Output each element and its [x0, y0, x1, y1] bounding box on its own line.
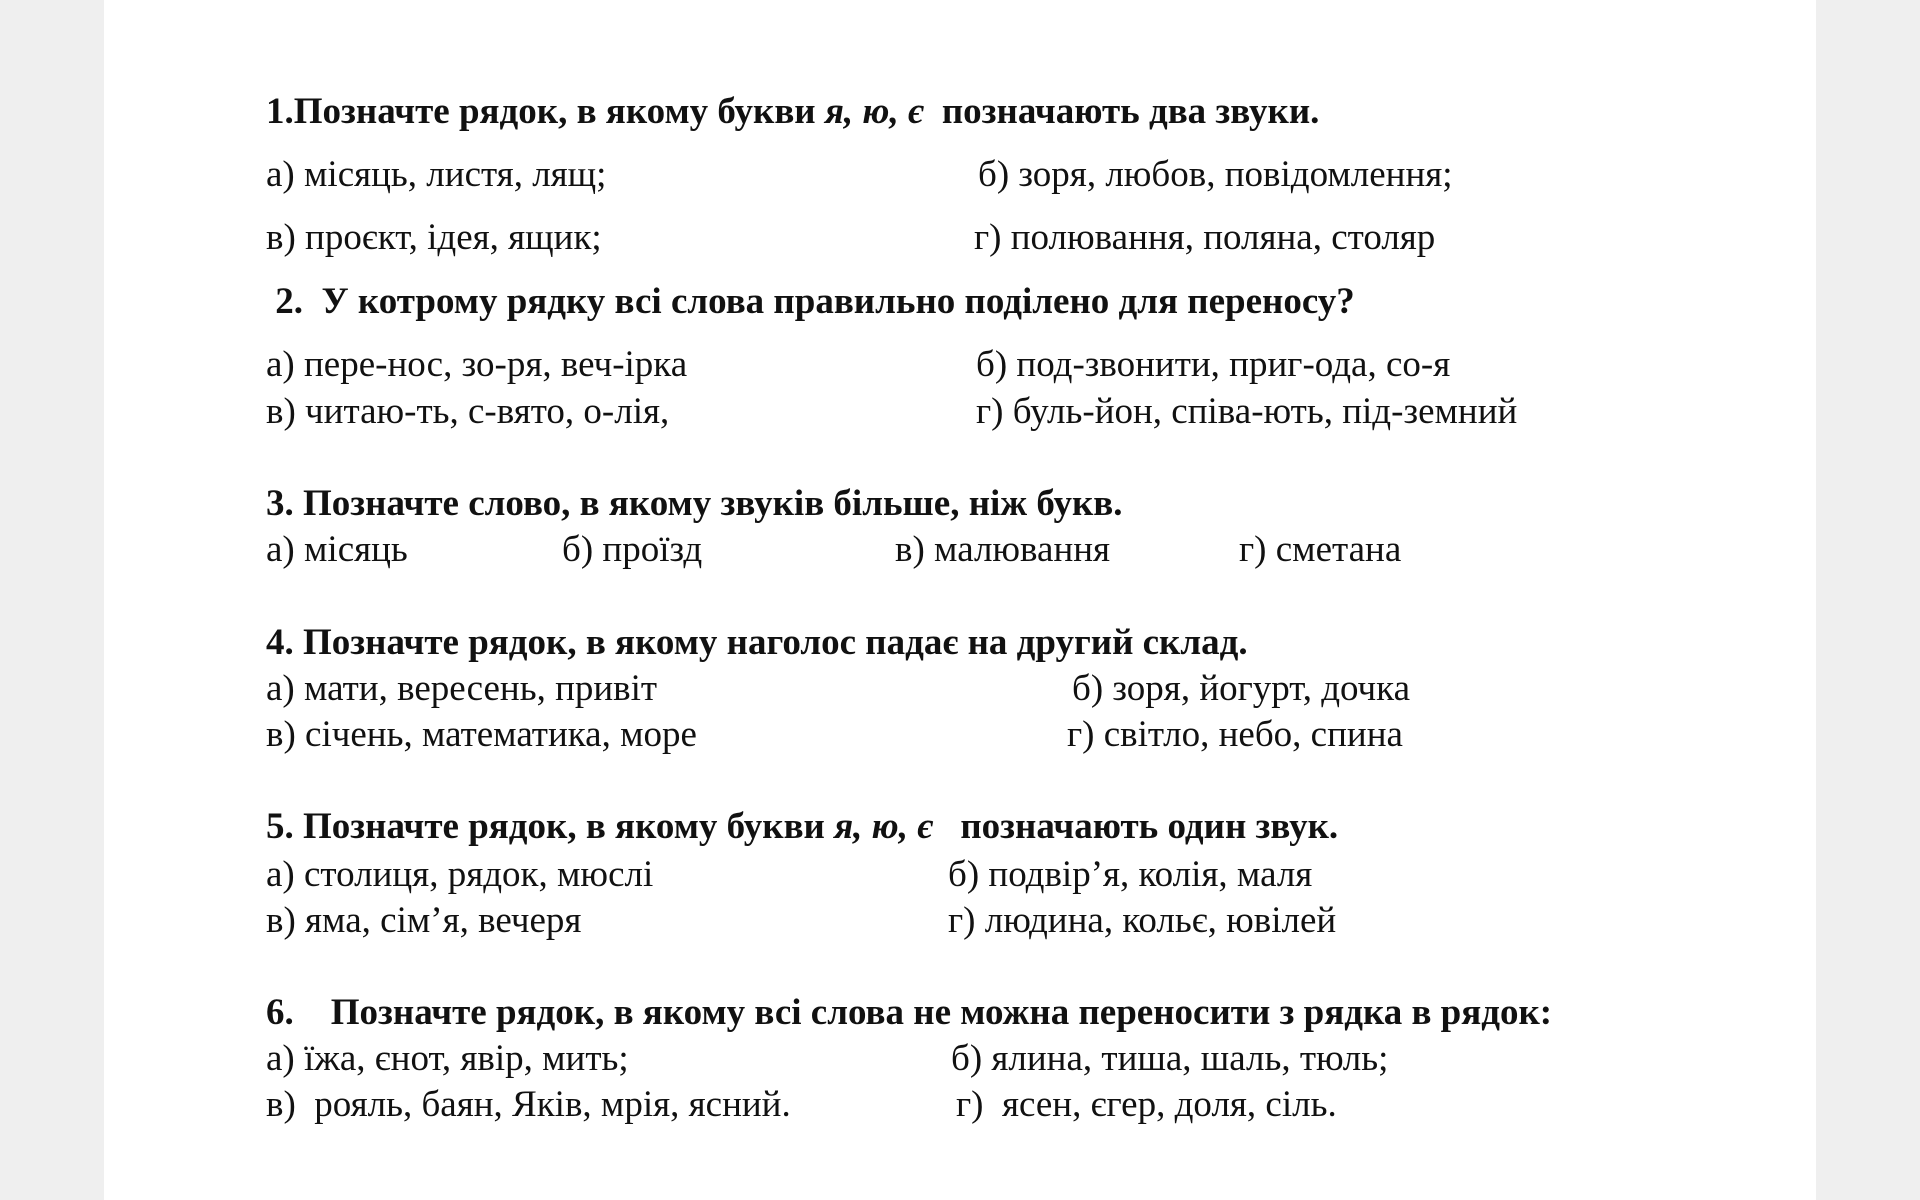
q2-option-a: а) пере-нос, зо-ря, веч-ірка: [266, 344, 688, 385]
q5-option-a: а) столиця, рядок, мюслі: [266, 854, 654, 895]
q3-option-b: б) проїзд: [562, 529, 703, 570]
question-4: 4. Позначте рядок, в якому наголос падає на другий склад.: [266, 622, 1248, 663]
q4-option-b: б) зоря, йогурт, дочка: [1072, 668, 1411, 709]
question-3: 3. Позначте слово, в якому звуків більше, ніж букв.: [266, 483, 1123, 524]
question-1-text-end: позначають два звуки.: [923, 91, 1320, 132]
question-1-text: 1.Позначте рядок, в якому букви: [266, 91, 825, 132]
q1-option-c: в) проєкт, ідея, ящик;: [266, 217, 602, 258]
question-2: 2. У котрому рядку всі слова правильно поділено для переносу?: [266, 281, 1355, 322]
q5-option-b: б) подвір’я, колія, маля: [948, 854, 1313, 895]
q2-option-d: г) буль-йон, співа-ють, під-земний: [976, 391, 1518, 432]
q5-option-d: г) людина, кольє, ювілей: [948, 900, 1337, 941]
q3-option-c: в) малювання: [895, 529, 1111, 570]
question-6: 6. Позначте рядок, в якому всі слова не можна переносити з рядка в рядок:: [266, 992, 1553, 1033]
q6-option-a: а) їжа, єнот, явір, мить;: [266, 1038, 629, 1079]
q6-option-d: г) ясен, єгер, доля, сіль.: [956, 1084, 1337, 1125]
q3-option-d: г) сметана: [1239, 529, 1402, 570]
q4-option-d: г) світло, небо, спина: [1067, 714, 1403, 755]
q4-option-c: в) січень, математика, море: [266, 714, 697, 755]
q2-option-b: б) под-звонити, приг-ода, со-я: [976, 344, 1451, 385]
q1-option-b: б) зоря, любов, повідомлення;: [978, 154, 1453, 195]
q6-option-c: в) рояль, баян, Яків, мрія, ясний.: [266, 1084, 791, 1125]
question-5: [266, 808, 1338, 845]
question-5-letters: я, ю, є: [834, 806, 933, 847]
question-1-letters: я, ю, є: [824, 91, 924, 132]
q1-option-a: а) місяць, листя, лящ;: [266, 154, 607, 195]
q3-option-a: а) місяць: [266, 529, 408, 570]
question-5-text-end: позначають один звук.: [932, 806, 1339, 847]
q2-option-c: в) читаю-ть, с-вято, о-лія,: [266, 391, 670, 432]
worksheet-page: [104, 0, 1816, 1200]
question-5-text: 5. Позначте рядок, в якому букви: [266, 806, 835, 847]
q1-option-d: г) полювання, поляна, столяр: [974, 217, 1436, 258]
question-1: [266, 93, 1319, 130]
q5-option-c: в) яма, сім’я, вечеря: [266, 900, 582, 941]
q6-option-b: б) ялина, тиша, шаль, тюль;: [951, 1038, 1389, 1079]
q4-option-a: а) мати, вересень, привіт: [266, 668, 658, 709]
